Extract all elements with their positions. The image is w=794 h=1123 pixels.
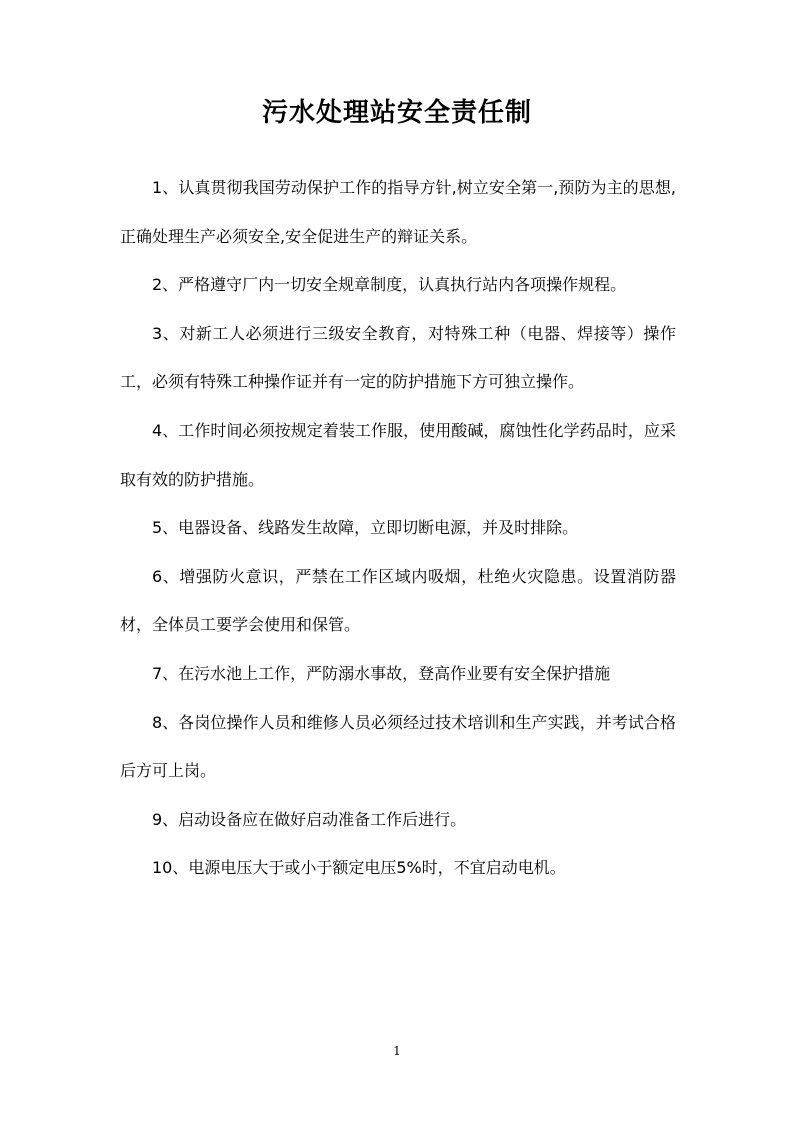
paragraph-7: 7、在污水池上工作，严防溺水事故，登高作业要有安全保护措施 [152,663,611,683]
paragraph-5: 5、电器设备、线路发生故障，立即切断电源，并及时排除。 [152,518,579,538]
document-title: 污水处理站安全责任制 [261,98,532,128]
paragraph-9: 9、启动设备应在做好启动准备工作后进行。 [152,809,467,829]
paragraph-4: 4、工作时间必须按规定着装工作服，使用酸碱，腐蚀性化学药品时，应采取有效的防护措施。 [120,420,676,489]
document-body [120,164,676,893]
paragraph-6: 6、增强防火意识，严禁在工作区域内吸烟，杜绝火灾隐患。设置消防器材，全体员工要学会使用和保管。 [120,566,676,635]
paragraph-8: 8、各岗位操作人员和维修人员必须经过技术培训和生产实践，并考试合格后方可上岗。 [120,712,676,781]
paragraph-1: 1、认真贯彻我国劳动保护工作的指导方针,树立安全第一,预防为主的思想,正确处理生产必须安全,安全促进生产的辩证关系。 [120,178,676,246]
paragraph-3: 3、对新工人必须进行三级安全教育，对特殊工种（电器、焊接等）操作工，必须有特殊工种操作证并有一定的防护措施下方可独立操作。 [120,323,676,392]
page-number: 1 [393,1044,401,1058]
paragraph-10: 10、电源电压大于或小于额定电压5%时，不宜启动电机。 [152,858,566,878]
paragraph-2: 2、严格遵守厂内一切安全规章制度，认真执行站内各项操作规程。 [152,275,627,295]
